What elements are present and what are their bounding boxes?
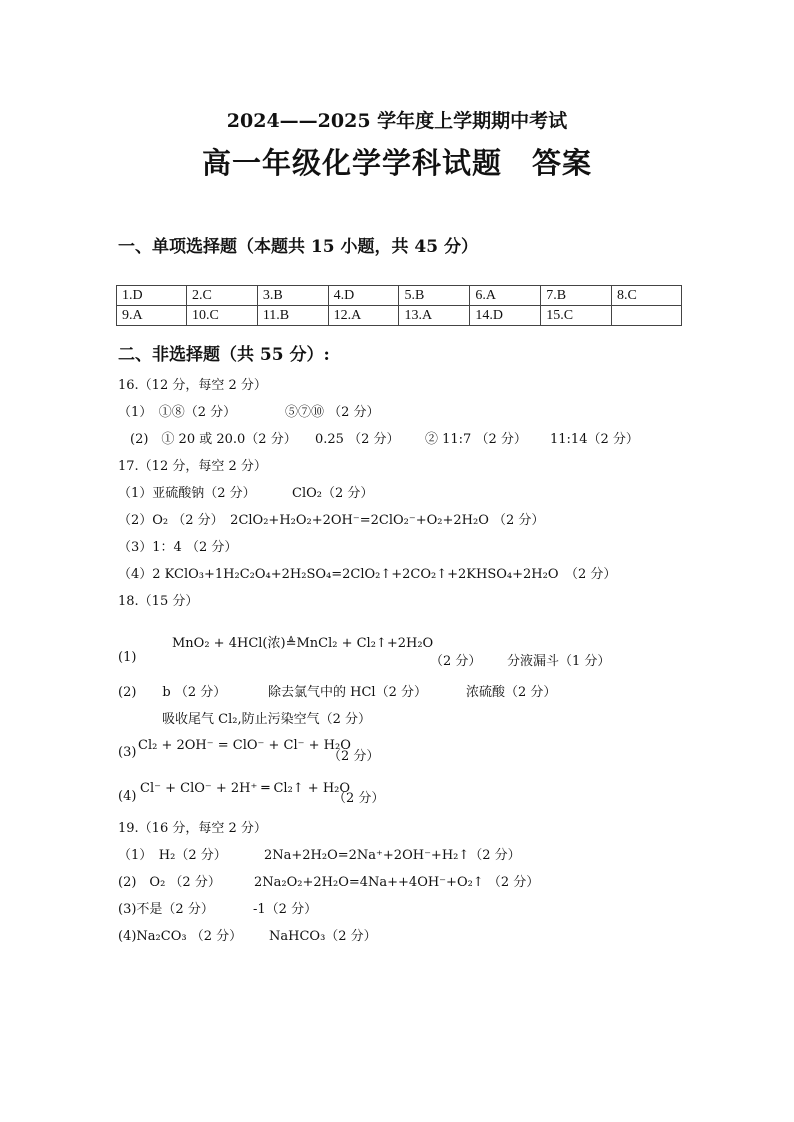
q19-line3-a: (3)不是（2 分）	[118, 902, 214, 917]
section1-heading: 一、单项选择题（本题共 15 小题，共 45 分）	[118, 237, 478, 257]
q16-line2-c: ② 11:7 （2 分）	[425, 432, 527, 447]
q16-line2-a: (2) ① 20 或 20.0（2 分）	[130, 432, 297, 447]
q19-line1-a: （1） H₂（2 分）	[118, 848, 227, 863]
answer-cell: 12.A	[328, 306, 399, 326]
exam-title-line1: 2024——2025 学年度上学期期中考试	[226, 110, 568, 132]
answer-table	[116, 285, 682, 326]
q18-line4-label: (4)	[118, 789, 137, 804]
answer-cell: 7.B	[541, 286, 612, 306]
answer-cell: 14.D	[470, 306, 541, 326]
q18-line1-score: （2 分）	[430, 654, 482, 669]
answer-cell: 15.C	[541, 306, 612, 326]
answer-cell: 10.C	[187, 306, 258, 326]
answer-cell: 8.C	[612, 286, 682, 306]
answer-cell: 9.A	[117, 306, 187, 326]
q19-line1-b: 2Na+2H₂O=2Na⁺+2OH⁻+H₂↑（2 分）	[264, 848, 521, 863]
answer-cell: 13.A	[399, 306, 470, 326]
answer-cell: 2.C	[187, 286, 258, 306]
q19-line4-a: (4)Na₂CO₃ （2 分）	[118, 929, 243, 944]
q19-line2-b: 2Na₂O₂+2H₂O=4Na++4OH⁻+O₂↑ （2 分）	[254, 875, 540, 890]
answer-cell	[612, 306, 682, 326]
answer-cell: 3.B	[257, 286, 328, 306]
q19-title: 19.（16 分，每空 2 分）	[118, 821, 267, 836]
answer-cell: 1.D	[117, 286, 187, 306]
q18-line2-b: 除去氯气中的 HCl（2 分）	[268, 685, 427, 700]
q19-line2-a: (2) O₂ （2 分）	[118, 875, 221, 890]
q18-line3-label: (3)	[118, 745, 137, 760]
q18-line4-equation: Cl⁻ + ClO⁻ + 2H⁺ ═ Cl₂↑ + H₂O	[140, 781, 351, 796]
q19-line3-b: -1（2 分）	[253, 902, 318, 917]
q18-line4-score: （2 分）	[333, 791, 385, 806]
q18-line1-equation: MnO₂ + 4HCl(浓)≜MnCl₂ + Cl₂↑+2H₂O	[172, 636, 434, 651]
q17-line4: （4）2 KClO₃+1H₂C₂O₄+2H₂SO₄=2ClO₂↑+2CO₂↑+2KHSO₄+2H₂O （2 分）	[118, 567, 617, 582]
q19-line4-b: NaHCO₃（2 分）	[269, 929, 377, 944]
answer-row	[117, 286, 682, 306]
answer-cell: 6.A	[470, 286, 541, 306]
q18-line1-label: (1)	[118, 650, 137, 665]
q17-line2: （2）O₂ （2 分） 2ClO₂+H₂O₂+2OH⁻=2ClO₂⁻+O₂+2H₂O （2 分）	[118, 513, 545, 528]
q18-line3-score: （2 分）	[328, 749, 380, 764]
answer-cell: 11.B	[257, 306, 328, 326]
section2-heading: 二、非选择题（共 55 分）:	[118, 345, 330, 365]
q16-line2-d: 11:14（2 分）	[550, 432, 639, 447]
q18-line2-d: 吸收尾气 Cl₂,防止污染空气（2 分）	[162, 712, 371, 727]
answer-cell: 5.B	[399, 286, 470, 306]
q18-line2-c: 浓硫酸（2 分）	[466, 685, 557, 700]
answer-row	[117, 306, 682, 326]
q18-title: 18.（15 分）	[118, 594, 199, 609]
exam-title-line2: 高一年级化学学科试题 答案	[201, 146, 592, 180]
q17-title: 17.（12 分，每空 2 分）	[118, 459, 267, 474]
q18-line1-b: 分液漏斗（1 分）	[507, 654, 611, 669]
q16-title: 16.（12 分，每空 2 分）	[118, 378, 267, 393]
q16-line2-b: 0.25 （2 分）	[315, 432, 400, 447]
answer-cell: 4.D	[328, 286, 399, 306]
q17-line1-a: （1）亚硫酸钠（2 分）	[118, 486, 256, 501]
q16-line1-a: （1） ①⑧（2 分）	[118, 405, 237, 420]
q18-line2-a: (2) b （2 分）	[118, 685, 227, 700]
q17-line1-b: ClO₂（2 分）	[292, 486, 374, 501]
q18-line3-equation: Cl₂ + 2OH⁻ = ClO⁻ + Cl⁻ + H₂O	[138, 738, 351, 753]
q17-line3: （3）1：4 （2 分）	[118, 540, 238, 555]
q16-line1-b: ⑤⑦⑩ （2 分）	[285, 405, 380, 420]
